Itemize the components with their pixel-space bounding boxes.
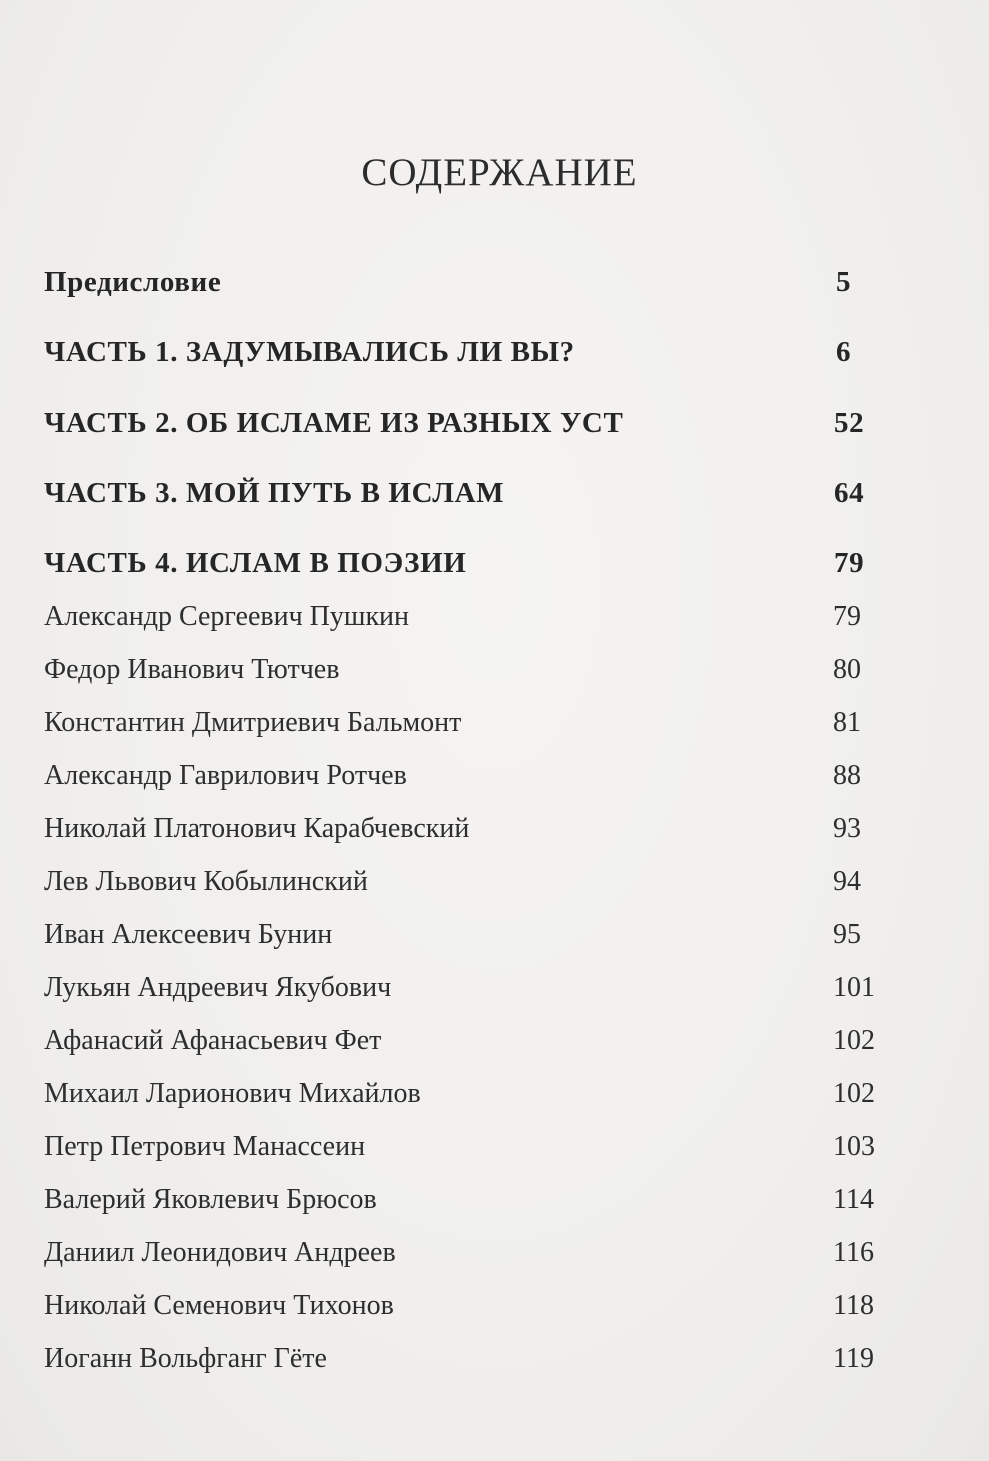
toc-entry-page: 95 [833,919,861,950]
toc-entry-part-1[interactable] [44,336,924,376]
toc-entry-label: Константин Дмитриевич Бальмонт [44,707,462,738]
toc-entry-label: Федор Иванович Тютчев [44,654,340,685]
toc-entry-page: 52 [834,407,865,439]
toc-entry-page: 102 [833,1025,875,1056]
toc-entry-poet[interactable] [44,1343,924,1383]
toc-entry-part-4[interactable] [44,547,924,587]
toc-entry-poet[interactable] [44,1078,924,1118]
toc-entry-label: ЧАСТЬ 4. ИСЛАМ В ПОЭЗИИ [44,547,467,579]
toc-entry-page: 80 [833,654,861,685]
toc-entry-page: 81 [833,707,861,738]
toc-entry-label: Петр Петрович Манассеин [44,1131,366,1162]
toc-entry-label: Даниил Леонидович Андреев [44,1237,396,1268]
toc-entry-page: 114 [833,1184,874,1215]
toc-entry-label: ЧАСТЬ 3. МОЙ ПУТЬ В ИСЛАМ [44,477,505,509]
toc-entry-label: Иван Алексеевич Бунин [44,919,333,950]
toc-entry-page: 116 [833,1237,874,1268]
toc-entry-label: Николай Семенович Тихонов [44,1290,394,1321]
toc-entry-label: Александр Сергеевич Пушкин [44,601,410,632]
toc-entry-page: 94 [833,866,861,897]
toc-entry-poet[interactable] [44,813,924,853]
toc-entry-page: 101 [833,972,875,1003]
toc-entry-label: Лев Львович Кобылинский [44,866,368,897]
toc-entry-poet[interactable] [44,866,924,906]
toc-entry-label: Предисловие [44,266,222,298]
toc-entry-poet[interactable] [44,654,924,694]
toc-entry-page: 103 [833,1131,875,1162]
toc-entry-poet[interactable] [44,1237,924,1277]
toc-entry-label: Николай Платонович Карабчевский [44,813,470,844]
toc-entry-page: 119 [833,1343,874,1374]
toc-entry-poet[interactable] [44,601,924,641]
toc-entry-label: Александр Гаврилович Ротчев [44,760,407,791]
toc-entry-page: 102 [833,1078,875,1109]
toc-entry-poet[interactable] [44,1025,924,1065]
toc-entry-poet[interactable] [44,707,924,747]
toc-entry-label: Михаил Ларионович Михайлов [44,1078,421,1109]
toc-entry-poet[interactable] [44,760,924,800]
toc-entry-part-3[interactable] [44,477,924,517]
toc-entry-page: 6 [836,336,852,368]
toc-entry-label: ЧАСТЬ 2. ОБ ИСЛАМЕ ИЗ РАЗНЫХ УСТ [44,407,624,439]
toc-entry-label: Валерий Яковлевич Брюсов [44,1184,377,1215]
toc-entry-poet[interactable] [44,919,924,959]
toc-entry-label: Афанасий Афанасьевич Фет [44,1025,382,1056]
toc-entry-poet[interactable] [44,1131,924,1171]
toc-entry-page: 88 [833,760,861,791]
toc-entry-page: 93 [833,813,861,844]
toc-entry-label: Иоганн Вольфганг Гёте [44,1343,327,1374]
toc-entry-page: 118 [833,1290,874,1321]
toc-entry-page: 64 [834,477,865,509]
page-title: СОДЕРЖАНИЕ [361,151,638,194]
toc-entry-poet[interactable] [44,1184,924,1224]
toc-entry-preface[interactable] [44,266,924,306]
toc-entry-page: 79 [834,547,865,579]
toc-entry-page: 79 [833,601,861,632]
toc-entry-label: ЧАСТЬ 1. ЗАДУМЫВАЛИСЬ ЛИ ВЫ? [44,336,575,368]
toc-entry-poet[interactable] [44,972,924,1012]
toc-entry-part-2[interactable] [44,407,924,447]
toc-entry-poet[interactable] [44,1290,924,1330]
toc-entry-page: 5 [836,266,852,298]
toc-entry-label: Лукьян Андреевич Якубович [44,972,392,1003]
